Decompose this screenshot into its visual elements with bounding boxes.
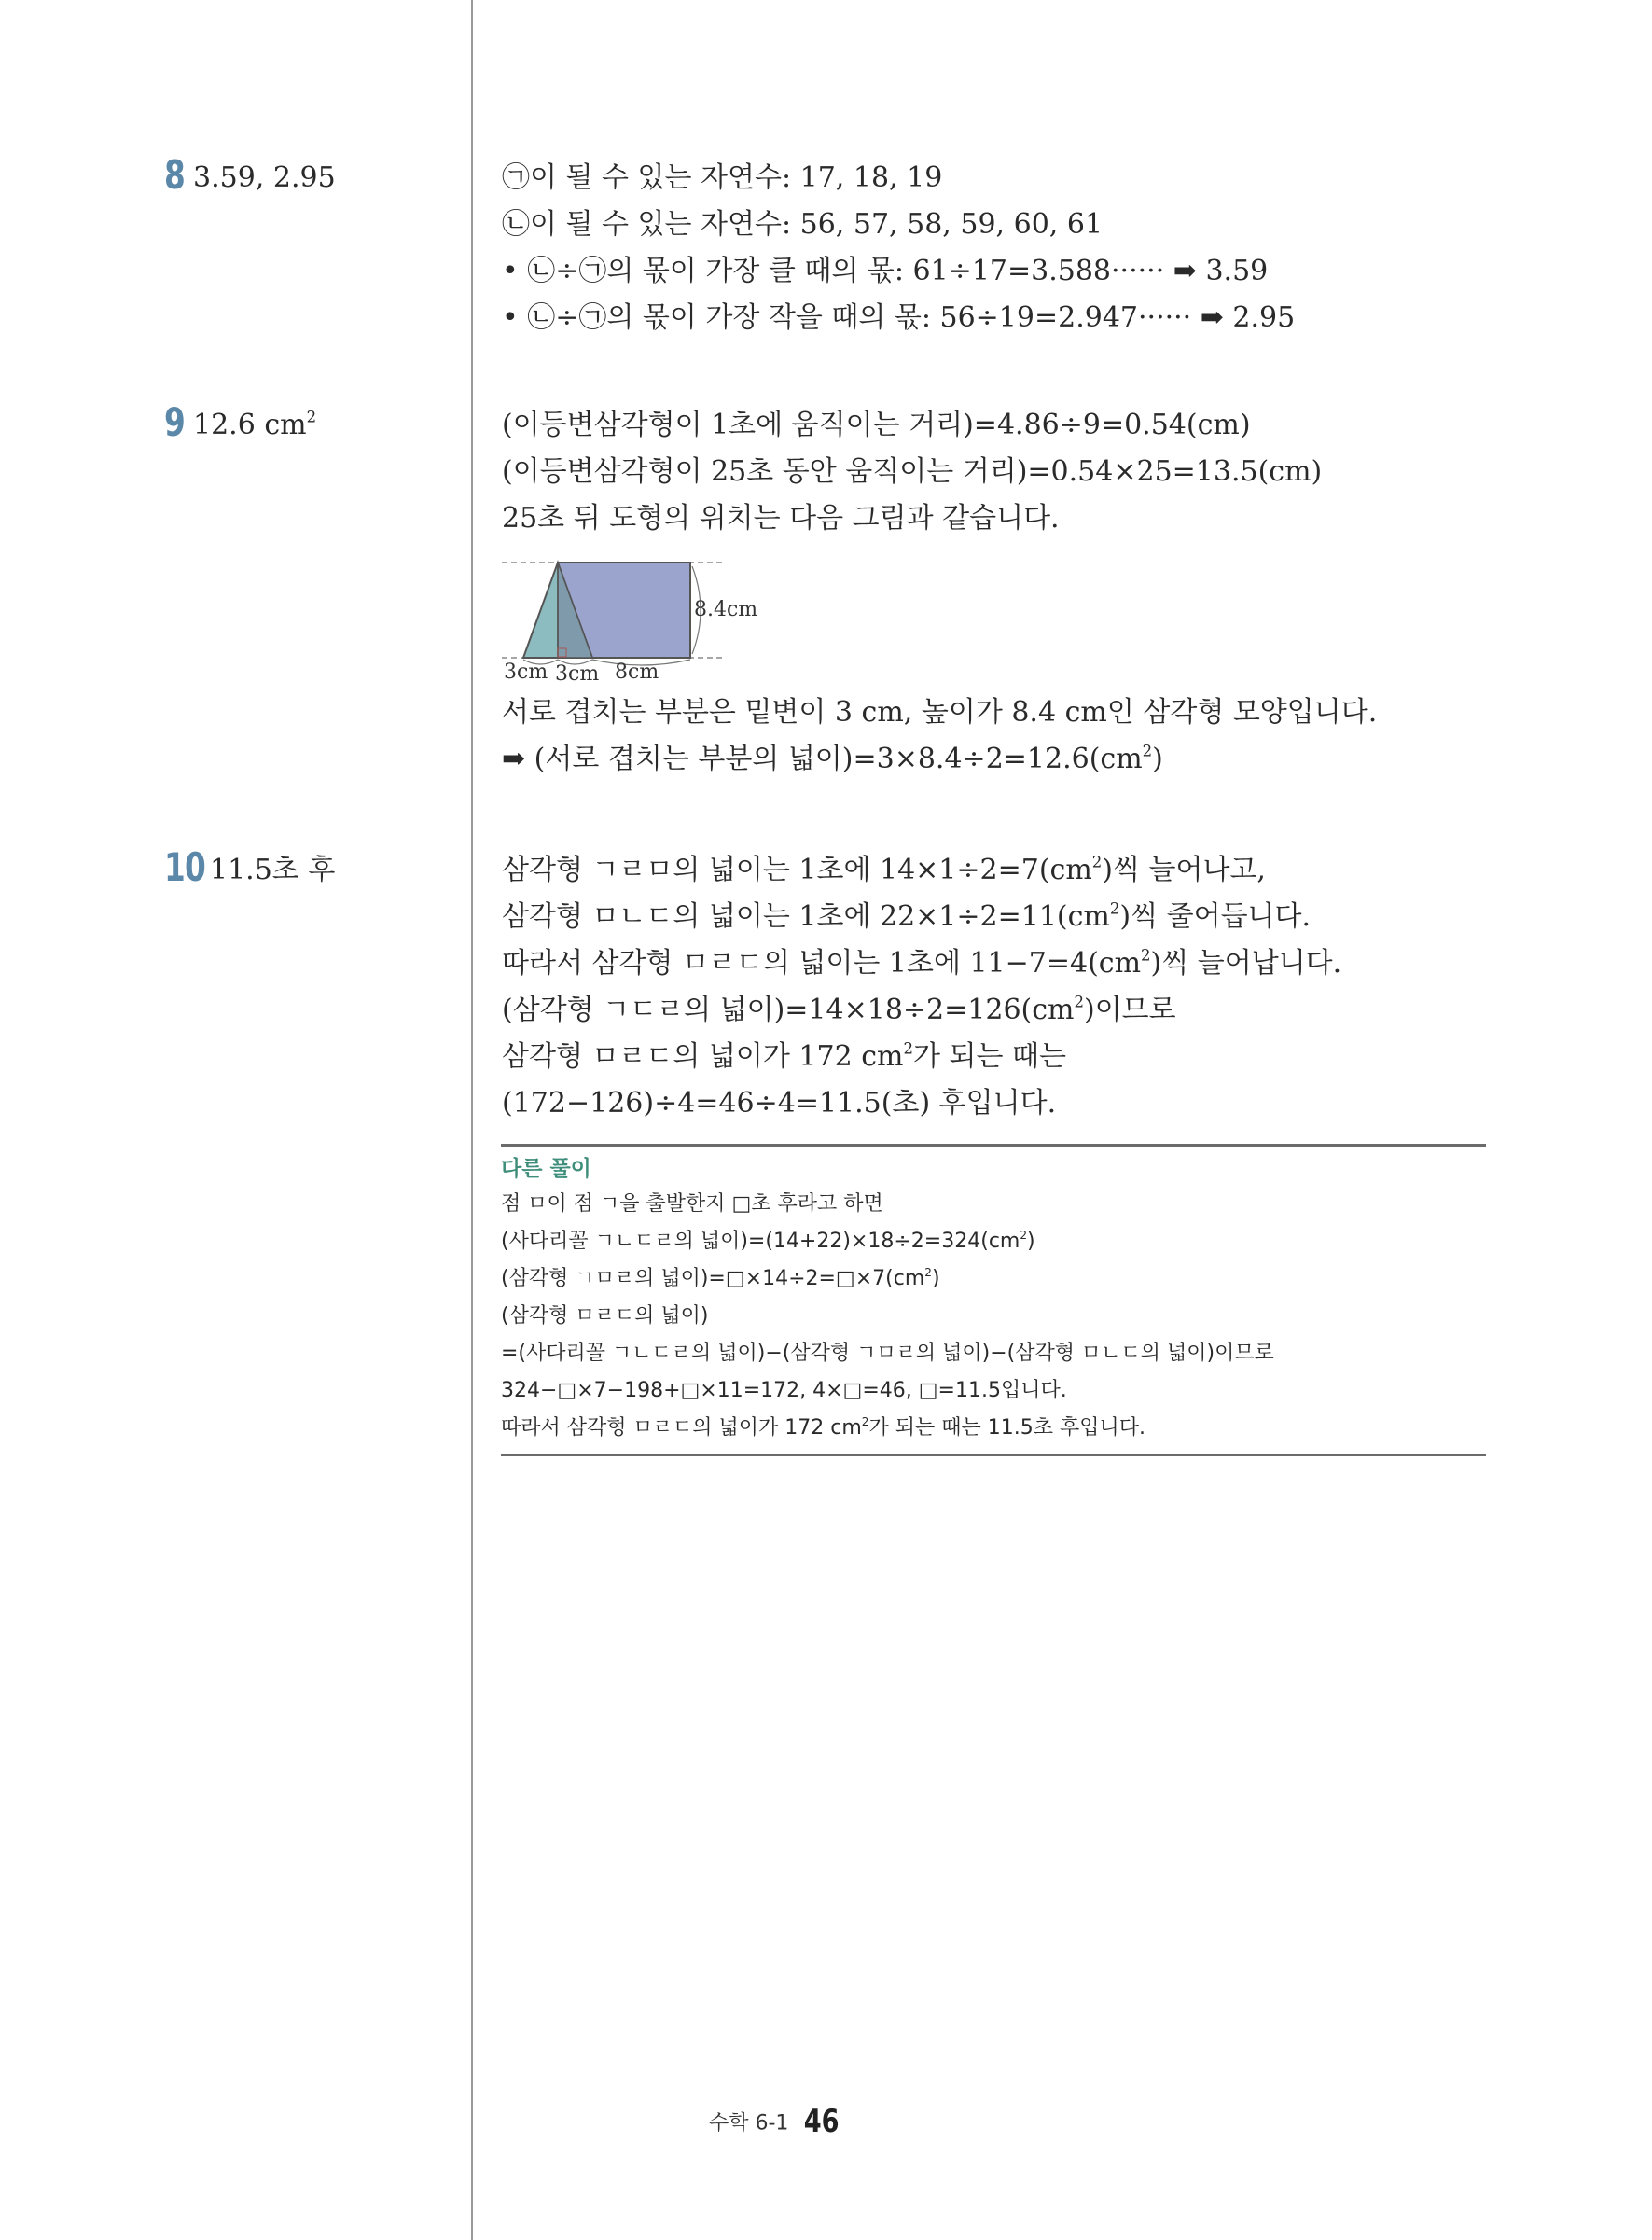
solution-line: ➡ (서로 겹치는 부분의 넓이)$=3\times 8.4\div 2=12.6(cm^2)$ bbox=[502, 742, 1163, 775]
subject-label: 수학 6-1 bbox=[709, 2111, 789, 2136]
label-base-1: 3cm bbox=[504, 661, 548, 684]
label-base-2: 3cm bbox=[555, 662, 600, 684]
page-footer bbox=[709, 2103, 843, 2140]
solution bbox=[502, 155, 1295, 341]
solution-line: (172−126)÷4=46÷4=11.5(초) 후입니다. bbox=[502, 1087, 1057, 1120]
solution-line: 25초 뒤 도형의 위치는 다음 그림과 같습니다. bbox=[502, 502, 1060, 535]
label-height: 8.4cm bbox=[694, 598, 758, 621]
solution bbox=[502, 847, 1341, 1127]
solution-line: 서로 겹치는 부분은 밑변이 3 cm, 높이가 8.4 cm인 삼각형 모양입니다. bbox=[502, 696, 1378, 729]
solution-line: 삼각형 ㅁㄹㄷ의 넓이가 172 $cm^2$가 되는 때는 bbox=[502, 1039, 1066, 1073]
problem-number: 9 bbox=[164, 399, 186, 445]
solution-line: 삼각형 ㅁㄴㄷ의 넓이는 1초에 $22\times 1\div 2=11(cm^2)$씩 줄어듭니다. bbox=[502, 899, 1312, 933]
solution-line: ㉠이 될 수 있는 자연수: 17, 18, 19 bbox=[502, 161, 943, 194]
alt-line: (삼각형 ㄱㅁㄹ의 넓이)$=□\times 14\div 2=□\times 7(cm^2)$ bbox=[501, 1265, 940, 1290]
solution bbox=[502, 402, 1377, 783]
alt-line: (사다리꼴 ㄱㄴㄷㄹ의 넓이)$=(14+22)\times 18\div 2=324(cm^2)$ bbox=[501, 1228, 1035, 1253]
solution-line: ㉡이 될 수 있는 자연수: 56, 57, 58, 59, 60, 61 bbox=[502, 208, 1104, 241]
alternative-solution-box bbox=[501, 1144, 1486, 1456]
solution-line: (이등변삼각형이 1초에 움직이는 거리)=4.86÷9=0.54(cm) bbox=[502, 409, 1251, 441]
alt-line: 따라서 삼각형 ㅁㄹㄷ의 넓이가 172 $cm^2$가 되는 때는 11.5초 후입니다. bbox=[501, 1414, 1145, 1440]
solution-line: • ㉡÷㉠의 몫이 가장 클 때의 몫: 61÷17=3.588······ ➡ 3.59 bbox=[502, 255, 1269, 287]
answer: 3.59, 2.95 bbox=[193, 161, 336, 194]
triangle-rectangle-diagram bbox=[502, 553, 763, 684]
problem-number: 10 bbox=[164, 844, 206, 890]
page-number: 46 bbox=[803, 2103, 840, 2140]
alt-title: 다른 풀이 bbox=[501, 1157, 591, 1181]
solution-line: (이등변삼각형이 25초 동안 움직이는 거리)=0.54×25=13.5(cm) bbox=[502, 455, 1323, 488]
alt-bottom-rule bbox=[501, 1454, 1486, 1456]
solution-line: • ㉡÷㉠의 몫이 가장 작을 때의 몫: 56÷19=2.947······ ➡ 2.95 bbox=[502, 301, 1296, 334]
problem-number: 8 bbox=[164, 152, 186, 198]
alt-line: (삼각형 ㅁㄹㄷ의 넓이) bbox=[501, 1304, 709, 1328]
diagram-svg bbox=[502, 553, 763, 684]
alt-line: 324−□×7−198+□×11=172, 4×□=46, □=11.5입니다. bbox=[501, 1379, 1067, 1402]
answer: 12.6 $cm^2$ bbox=[193, 408, 317, 441]
column-divider bbox=[471, 0, 473, 2240]
alt-line: =(사다리꼴 ㄱㄴㄷㄹ의 넓이)−(삼각형 ㄱㅁㄹ의 넓이)−(삼각형 ㅁㄴㄷ의 넓이)이므로 bbox=[501, 1342, 1274, 1365]
label-base-3: 8cm bbox=[615, 661, 659, 684]
answer: 11.5초 후 bbox=[210, 854, 336, 886]
solution-line: 삼각형 ㄱㄹㅁ의 넓이는 1초에 $14\times 1\div 2=7(cm^2)$씩 늘어나고, bbox=[502, 853, 1266, 886]
alt-line: 점 ㅁ이 점 ㄱ을 출발한지 □초 후라고 하면 bbox=[501, 1192, 883, 1216]
alt-top-rule bbox=[501, 1144, 1486, 1147]
solution-line: 따라서 삼각형 ㅁㄹㄷ의 넓이는 1초에 $11-7=4(cm^2)$씩 늘어납니다. bbox=[502, 946, 1342, 980]
solution-line: (삼각형 ㄱㄷㄹ의 넓이)$=14\times 18\div 2=126(cm^2)$이므로 bbox=[502, 993, 1176, 1026]
